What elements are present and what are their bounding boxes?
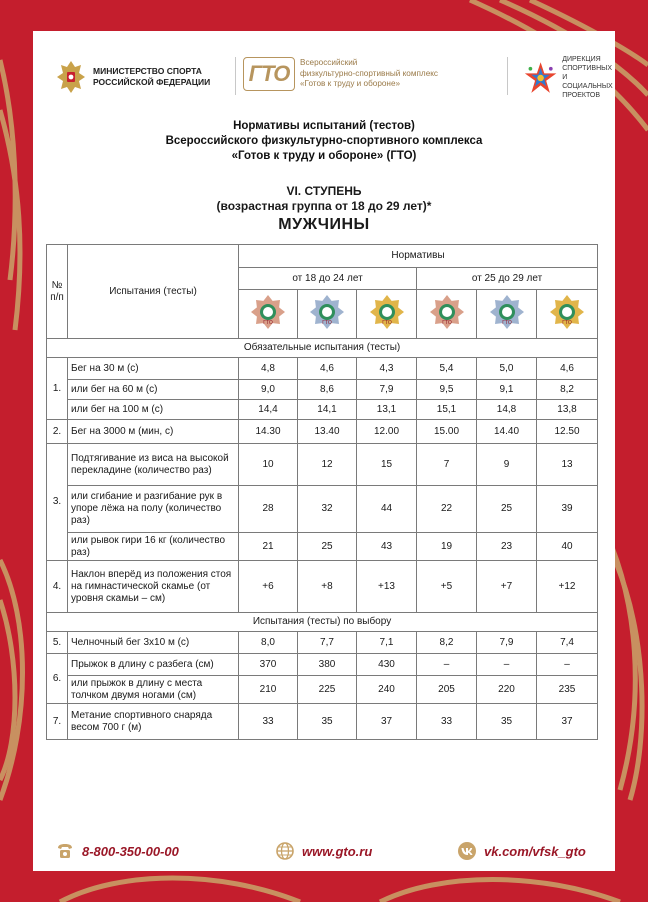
age-group-1-header: от 18 до 24 лет [239, 268, 417, 290]
norm-value: 9,0 [239, 380, 298, 400]
row-number: 4. [47, 561, 68, 613]
norm-value: 380 [298, 654, 357, 676]
stage-line-1: VI. СТУПЕНЬ [286, 184, 362, 198]
test-label: Наклон вперёд из положения стоя на гимнастической скамье (от уровня скамьи – см) [68, 561, 239, 613]
badge-label: ГТО [501, 320, 512, 326]
ministry-logo [55, 57, 210, 97]
test-label: Подтягивание из виса на высокой перекладине (количество раз) [68, 444, 239, 486]
test-label: Метание спортивного снаряда весом 700 г (м) [68, 704, 239, 740]
norm-value: 8,6 [298, 380, 357, 400]
site-url: www.gto.ru [302, 843, 373, 859]
ministry-line-2: РОССИЙСКОЙ ФЕДЕРАЦИИ [93, 77, 211, 87]
table-row [47, 676, 598, 704]
footer [55, 837, 595, 863]
norm-value: 4,6 [537, 358, 598, 380]
norm-value: 33 [239, 704, 298, 740]
star-logo-icon [523, 59, 558, 97]
table-row [47, 486, 598, 533]
norm-value: 13 [537, 444, 598, 486]
row-number: 1. [47, 358, 68, 420]
norms-table [46, 244, 598, 740]
table-row [47, 704, 598, 740]
badge-label: ГТО [381, 320, 392, 326]
norm-value: 13,1 [357, 400, 417, 420]
phone-icon [55, 841, 75, 861]
norm-value: 25 [477, 486, 537, 533]
norm-value: – [477, 654, 537, 676]
table-row [47, 400, 598, 420]
table-row [47, 420, 598, 444]
stage-line-2: (возрастная группа от 18 до 29 лет)* [216, 199, 432, 213]
gto-mark: ГТО [243, 57, 295, 91]
norm-value: 37 [537, 704, 598, 740]
badge-cell [417, 290, 477, 339]
dir-line-3: И СОЦИАЛЬНЫХ [562, 74, 613, 90]
norm-value: 39 [537, 486, 598, 533]
norm-value: 32 [298, 486, 357, 533]
norm-value: 210 [239, 676, 298, 704]
norm-value: 14,1 [298, 400, 357, 420]
gto-logo [243, 57, 438, 91]
norm-value: 7,4 [537, 632, 598, 654]
norm-value: 12 [298, 444, 357, 486]
norm-value: 370 [239, 654, 298, 676]
norm-value: 23 [477, 533, 537, 561]
footer-phone[interactable] [55, 841, 179, 861]
row-number: 5. [47, 632, 68, 654]
norm-value: +6 [239, 561, 298, 613]
norm-value: 10 [239, 444, 298, 486]
logo-divider [235, 57, 236, 95]
gto-line-3: «Готов к труду и обороне» [300, 79, 401, 89]
section-row [47, 613, 598, 632]
badge-cell [477, 290, 537, 339]
norm-value: 14.40 [477, 420, 537, 444]
gold-badge-icon [548, 293, 586, 331]
norm-value: 40 [537, 533, 598, 561]
norm-value: +7 [477, 561, 537, 613]
norm-value: 7 [417, 444, 477, 486]
globe-icon [275, 841, 295, 861]
norm-value: 9 [477, 444, 537, 486]
norm-value: 37 [357, 704, 417, 740]
norm-value: +5 [417, 561, 477, 613]
norm-value: 4,6 [298, 358, 357, 380]
norm-value: 225 [298, 676, 357, 704]
directorate-logo [523, 55, 615, 100]
badge-label: ГТО [562, 320, 572, 326]
table-row [47, 380, 598, 400]
norm-value: 8,0 [239, 632, 298, 654]
norm-value: 7,9 [357, 380, 417, 400]
table-row [47, 533, 598, 561]
footer-site[interactable] [275, 841, 372, 861]
norm-value: 7,9 [477, 632, 537, 654]
dir-line-2: СПОРТИВНЫХ [562, 65, 613, 72]
row-number: 7. [47, 704, 68, 740]
phone-number: 8-800-350-00-00 [82, 843, 179, 859]
row-number: 2. [47, 420, 68, 444]
test-label: или рывок гири 16 кг (количество раз) [68, 533, 239, 561]
silver-badge-icon [488, 293, 526, 331]
table-row [47, 632, 598, 654]
test-label: Бег на 3000 м (мин, с) [68, 420, 239, 444]
norm-value: 13,8 [537, 400, 598, 420]
test-label: или бег на 100 м (с) [68, 400, 239, 420]
title-line-2: Всероссийского физкультурно-спортивного комплекса [165, 135, 483, 147]
section-title: Обязательные испытания (тесты) [47, 339, 598, 358]
norm-value: 13.40 [298, 420, 357, 444]
norm-value: – [417, 654, 477, 676]
age-group-2-header: от 25 до 29 лет [417, 268, 598, 290]
silver-badge-icon [308, 293, 346, 331]
norm-value: 14,4 [239, 400, 298, 420]
dir-line-4: ПРОЕКТОВ [562, 92, 601, 99]
norm-value: 430 [357, 654, 417, 676]
norm-value: 7,1 [357, 632, 417, 654]
norm-value: 4,3 [357, 358, 417, 380]
badge-cell [357, 290, 417, 339]
norm-value: 205 [417, 676, 477, 704]
gto-line-1: Всероссийский [300, 58, 358, 68]
gto-line-2: физкультурно-спортивный комплекс [300, 68, 439, 78]
norm-value: 22 [417, 486, 477, 533]
norm-value: 44 [357, 486, 417, 533]
norm-value: – [537, 654, 598, 676]
badge-cell [298, 290, 357, 339]
badge-cell [239, 290, 298, 339]
norm-value: 4,8 [239, 358, 298, 380]
col-tests-header: Испытания (тесты) [68, 245, 239, 339]
norm-value: 19 [417, 533, 477, 561]
bronze-badge-icon [249, 293, 287, 331]
footer-vk[interactable] [457, 841, 586, 861]
norm-value: 14.30 [239, 420, 298, 444]
norm-value: 220 [477, 676, 537, 704]
norm-value: 8,2 [537, 380, 598, 400]
norm-value: +8 [298, 561, 357, 613]
norm-value: 15 [357, 444, 417, 486]
title-line-3: «Готов к труду и обороне» (ГТО) [231, 150, 417, 162]
test-label: Бег на 30 м (с) [68, 358, 239, 380]
table-row [47, 444, 598, 486]
norm-value: 7,7 [298, 632, 357, 654]
norm-value: 35 [477, 704, 537, 740]
norm-value: 235 [537, 676, 598, 704]
norms-sheet [33, 31, 615, 871]
norm-value: 9,1 [477, 380, 537, 400]
norm-value: 12.00 [357, 420, 417, 444]
title-line-1: Нормативы испытаний (тестов) [233, 120, 415, 132]
badge-label: ГТО [263, 320, 273, 326]
document-title [33, 119, 615, 164]
table-row [47, 561, 598, 613]
stage-heading [33, 184, 615, 214]
test-label: или бег на 60 м (с) [68, 380, 239, 400]
badge-label: ГТО [322, 320, 332, 326]
norms-body [47, 339, 598, 740]
col-num-header: № п/п [47, 245, 68, 339]
coat-of-arms-icon [55, 57, 87, 97]
norm-value: 33 [417, 704, 477, 740]
test-label: или сгибание и разгибание рук в упоре лёжа на полу (количество раз) [68, 486, 239, 533]
table-row [47, 358, 598, 380]
col-norms-header: Нормативы [239, 245, 598, 268]
norm-value: 35 [298, 704, 357, 740]
norm-value: 9,5 [417, 380, 477, 400]
norm-value: 14,8 [477, 400, 537, 420]
row-number: 3. [47, 444, 68, 561]
norm-value: 12.50 [537, 420, 598, 444]
norm-value: 5,0 [477, 358, 537, 380]
gold-badge-icon [368, 293, 406, 331]
row-number: 6. [47, 654, 68, 704]
test-label: Прыжок в длину с разбега (см) [68, 654, 239, 676]
vk-link: vk.com/vfsk_gto [484, 843, 586, 859]
bronze-badge-icon [428, 293, 466, 331]
norm-value: 15,1 [417, 400, 477, 420]
norm-value: 8,2 [417, 632, 477, 654]
gender-heading: МУЖЧИНЫ [278, 216, 370, 233]
badge-label: ГТО [441, 320, 452, 326]
ministry-line-1: МИНИСТЕРСТВО СПОРТА [93, 66, 202, 76]
norm-value: 5,4 [417, 358, 477, 380]
norm-value: +13 [357, 561, 417, 613]
section-row [47, 339, 598, 358]
norm-value: +12 [537, 561, 598, 613]
logo-divider [507, 57, 508, 95]
norm-value: 21 [239, 533, 298, 561]
dir-line-1: ДИРЕКЦИЯ [562, 56, 601, 63]
norm-value: 28 [239, 486, 298, 533]
test-label: Челночный бег 3х10 м (с) [68, 632, 239, 654]
norm-value: 25 [298, 533, 357, 561]
header-logos [55, 53, 613, 103]
norm-value: 43 [357, 533, 417, 561]
section-title: Испытания (тесты) по выбору [47, 613, 598, 632]
badge-cell [537, 290, 598, 339]
norm-value: 240 [357, 676, 417, 704]
test-label: или прыжок в длину с места толчком двумя ногами (см) [68, 676, 239, 704]
norm-value: 15.00 [417, 420, 477, 444]
vk-icon [457, 841, 477, 861]
table-row [47, 654, 598, 676]
